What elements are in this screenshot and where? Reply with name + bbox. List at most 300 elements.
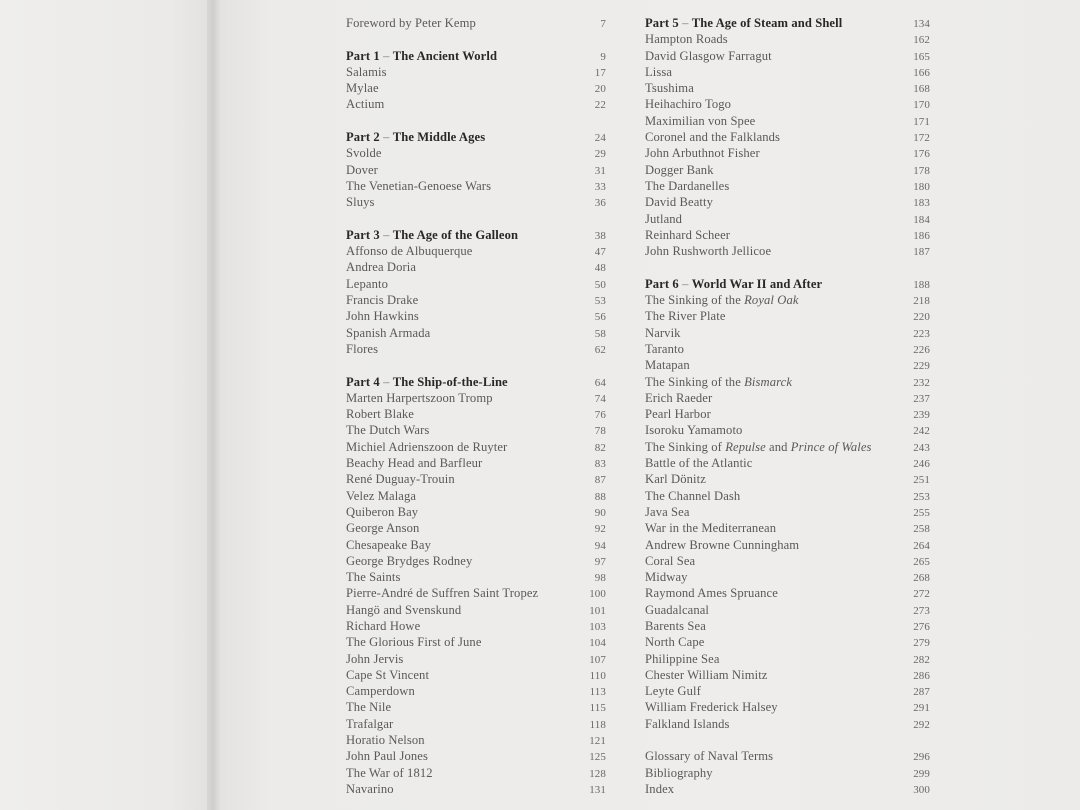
part-number: Part 1 (346, 48, 380, 63)
page-number: 264 (913, 539, 930, 552)
toc-entry[interactable] (645, 683, 930, 699)
page-number: 104 (589, 637, 606, 650)
page-number: 125 (589, 751, 606, 764)
entry-title: John Paul Jones (346, 749, 428, 764)
toc-entry[interactable] (346, 243, 606, 259)
toc-entry[interactable] (346, 162, 606, 178)
page-number: 56 (594, 311, 606, 324)
page-number: 291 (913, 702, 930, 715)
page-number: 64 (594, 376, 606, 389)
toc-entry[interactable] (645, 357, 930, 373)
entry-title: Salamis (346, 64, 387, 79)
toc-entry[interactable] (645, 651, 930, 667)
toc-entry[interactable] (645, 48, 930, 64)
toc-entry[interactable] (346, 569, 606, 585)
toc-entry[interactable] (346, 651, 606, 667)
toc-entry[interactable] (645, 292, 930, 308)
entry-title: Robert Blake (346, 407, 414, 422)
toc-entry[interactable] (645, 422, 930, 438)
entry-text: The Sinking of the (645, 293, 745, 308)
toc-entry[interactable] (645, 227, 930, 243)
toc-entry[interactable] (645, 537, 930, 553)
page-number: 287 (913, 686, 930, 699)
part-separator: – (379, 130, 393, 145)
page-number: 286 (913, 669, 930, 682)
entry-title: War in the Mediterranean (645, 521, 777, 536)
entry-title: Pearl Harbor (645, 407, 711, 422)
part-separator: – (678, 16, 692, 30)
entry-title: Foreword by Peter Kemp (346, 16, 476, 30)
entry-title: John Jervis (346, 651, 404, 666)
toc-entry[interactable] (346, 341, 606, 357)
page-number: 97 (594, 555, 606, 568)
page-number: 107 (589, 653, 606, 666)
toc-entry[interactable] (645, 748, 930, 764)
toc-entry[interactable] (645, 602, 930, 618)
page-number: 17 (594, 66, 606, 79)
toc-entry[interactable] (346, 537, 606, 553)
part-heading[interactable] (346, 48, 606, 64)
toc-entry[interactable] (346, 406, 606, 422)
page-number: 166 (913, 66, 930, 79)
part-heading[interactable] (645, 276, 930, 292)
toc-entry[interactable] (346, 520, 606, 536)
toc-entry[interactable] (645, 162, 930, 178)
part-name: The Ancient World (392, 48, 498, 63)
page-number: 50 (594, 278, 606, 291)
toc-entry[interactable] (645, 406, 930, 422)
part-separator: – (379, 374, 393, 389)
entry-title: Heihachiro Togo (645, 97, 732, 112)
part-separator: – (678, 276, 692, 291)
entry-title: David Beatty (645, 195, 713, 210)
page-number: 88 (594, 490, 606, 503)
part-name: The Middle Ages (392, 130, 486, 145)
page-number: 184 (913, 213, 930, 226)
entry-title: Battle of the Atlantic (645, 456, 753, 471)
toc-entry[interactable] (346, 716, 606, 732)
page-number: 268 (913, 572, 930, 585)
entry-title: Taranto (645, 341, 684, 356)
left-page (0, 0, 212, 810)
entry-title: The War of 1812 (346, 765, 433, 780)
entry-title: Falkland Islands (645, 716, 730, 731)
entry-title: Mylae (346, 81, 379, 96)
entry-title: Horatio Nelson (346, 733, 425, 748)
toc-entry[interactable] (346, 553, 606, 569)
entry-title (645, 374, 792, 390)
toc-entry[interactable] (346, 145, 606, 161)
toc-entry[interactable] (346, 64, 606, 80)
entry-title (645, 292, 799, 308)
toc-entry[interactable] (346, 683, 606, 699)
entry-title: Barents Sea (645, 618, 706, 633)
entry-title: Francis Drake (346, 293, 419, 308)
page-number: 76 (594, 409, 606, 422)
toc-entry[interactable] (645, 113, 930, 129)
page-number: 237 (913, 392, 930, 405)
entry-title: Erich Raeder (645, 390, 713, 405)
entry-title: Dogger Bank (645, 162, 714, 177)
entry-title: The River Plate (645, 309, 726, 324)
toc-entry[interactable] (645, 716, 930, 732)
entry-title: Navarino (346, 781, 394, 796)
toc-entry[interactable] (346, 194, 606, 210)
page-number: 98 (594, 572, 606, 585)
toc-entry[interactable] (645, 488, 930, 504)
part-title (346, 227, 518, 243)
page-number: 253 (913, 490, 930, 503)
toc-entry[interactable] (346, 488, 606, 504)
page-number: 165 (913, 50, 930, 63)
toc-entry[interactable] (346, 178, 606, 194)
entry-title: North Cape (645, 635, 705, 650)
entry-title: Index (645, 781, 675, 796)
part-number: Part 6 (645, 276, 679, 291)
toc-entry[interactable] (346, 765, 606, 781)
toc-entry[interactable] (645, 64, 930, 80)
toc-entry[interactable] (346, 699, 606, 715)
toc-entry[interactable] (645, 243, 930, 259)
part-number: Part 5 (645, 16, 679, 30)
page-number: 110 (589, 669, 606, 682)
page-number: 29 (594, 148, 606, 161)
page-number: 162 (913, 34, 930, 47)
entry-title: Coronel and the Falklands (645, 130, 781, 145)
page-number: 282 (913, 653, 930, 666)
toc-entry[interactable] (346, 80, 606, 96)
part-name: The Age of the Galleon (392, 227, 519, 242)
page-number: 265 (913, 555, 930, 568)
section-spacer (645, 259, 930, 275)
page-number: 232 (913, 376, 930, 389)
toc-entry[interactable] (346, 748, 606, 764)
contents-column-right (645, 15, 930, 797)
entry-title: The Glorious First of June (346, 635, 482, 650)
page-number: 74 (594, 392, 606, 405)
toc-entry[interactable] (346, 439, 606, 455)
part-number: Part 3 (346, 227, 380, 242)
toc-entry[interactable] (645, 455, 930, 471)
page-number: 251 (913, 474, 930, 487)
entry-title: Philippine Sea (645, 651, 720, 666)
page-number: 279 (913, 637, 930, 650)
toc-entry[interactable] (645, 390, 930, 406)
entry-title: Affonso de Albuquerque (346, 244, 473, 259)
toc-entry[interactable] (645, 308, 930, 324)
part-number: Part 4 (346, 374, 380, 389)
entry-title: Chester William Nimitz (645, 667, 768, 682)
toc-entry[interactable] (645, 80, 930, 96)
page-number: 296 (913, 751, 930, 764)
entry-title: Cape St Vincent (346, 667, 430, 682)
entry-title: Richard Howe (346, 618, 421, 633)
toc-entry[interactable] (346, 781, 606, 797)
toc-entry[interactable] (645, 341, 930, 357)
part-title (346, 374, 508, 390)
entry-title: Trafalgar (346, 716, 394, 731)
entry-title: Lissa (645, 64, 673, 79)
toc-entry[interactable] (346, 259, 606, 275)
page-number: 121 (589, 735, 606, 748)
entry-title: Velez Malaga (346, 488, 417, 503)
entry-title: Michiel Adrienszoon de Ruyter (346, 439, 508, 454)
page-number: 118 (589, 718, 606, 731)
page-number: 103 (589, 620, 606, 633)
page-number: 87 (594, 474, 606, 487)
page-number: 292 (913, 718, 930, 731)
page-number: 188 (913, 278, 930, 291)
entry-text: The Sinking of the (645, 374, 745, 389)
entry-title: John Arbuthnot Fisher (645, 146, 760, 161)
entry-title: Karl Dönitz (645, 472, 706, 487)
page-number: 223 (913, 327, 930, 340)
entry-title: Raymond Ames Spruance (645, 586, 778, 601)
entry-title: Hangö and Svenskund (346, 602, 462, 617)
page-number: 187 (913, 246, 930, 259)
entry-title: Reinhard Scheer (645, 227, 731, 242)
page-number: 170 (913, 99, 930, 112)
page-number: 172 (913, 132, 930, 145)
toc-entry[interactable] (645, 211, 930, 227)
entry-title: Midway (645, 570, 688, 585)
toc-entry[interactable] (645, 374, 930, 390)
part-title (645, 276, 822, 292)
section-spacer (346, 357, 606, 373)
toc-entry[interactable] (346, 422, 606, 438)
part-heading[interactable] (346, 374, 606, 390)
page-number: 82 (594, 441, 606, 454)
entry-title: Svolde (346, 146, 382, 161)
toc-entry[interactable] (645, 145, 930, 161)
page-number: 128 (589, 767, 606, 780)
part-separator: – (379, 48, 393, 63)
page-number: 92 (594, 523, 606, 536)
section-spacer (645, 732, 930, 748)
entry-title: George Brydges Rodney (346, 553, 473, 568)
page-number: 242 (913, 425, 930, 438)
toc-entry[interactable] (346, 667, 606, 683)
entry-title: Flores (346, 341, 379, 356)
page-number: 78 (594, 425, 606, 438)
toc-entry[interactable] (645, 585, 930, 601)
page-number: 53 (594, 295, 606, 308)
entry-text: and (765, 439, 791, 454)
toc-entry[interactable] (346, 634, 606, 650)
toc-entry[interactable] (645, 471, 930, 487)
toc-entry[interactable] (645, 699, 930, 715)
page-number: 168 (913, 83, 930, 96)
page-number: 246 (913, 458, 930, 471)
page-number: 90 (594, 506, 606, 519)
ship-name: Repulse (725, 439, 766, 454)
toc-entry[interactable] (645, 667, 930, 683)
entry-title: David Glasgow Farragut (645, 48, 772, 63)
page-number: 20 (594, 83, 606, 96)
toc-entry[interactable] (346, 308, 606, 324)
page-number: 94 (594, 539, 606, 552)
page-number: 100 (589, 588, 606, 601)
entry-title: Coral Sea (645, 553, 696, 568)
part-separator: – (379, 227, 393, 242)
ship-name: Prince of Wales (790, 439, 872, 454)
toc-entry[interactable] (645, 553, 930, 569)
section-spacer (346, 31, 606, 47)
entry-title: Actium (346, 97, 385, 112)
page-number: 101 (589, 604, 606, 617)
page-number: 276 (913, 620, 930, 633)
page-number: 218 (913, 295, 930, 308)
entry-title: Dover (346, 162, 378, 177)
entry-title: René Duguay-Trouin (346, 472, 455, 487)
toc-entry[interactable] (346, 96, 606, 112)
toc-entry[interactable] (645, 765, 930, 781)
toc-entry[interactable] (645, 325, 930, 341)
page-number: 62 (594, 343, 606, 356)
page-number: 183 (913, 197, 930, 210)
toc-entry[interactable] (346, 325, 606, 341)
entry-title: Tsushima (645, 81, 694, 96)
ship-name: Bismarck (744, 374, 793, 389)
toc-entry[interactable] (645, 31, 930, 47)
toc-entry[interactable] (346, 585, 606, 601)
part-number: Part 2 (346, 130, 380, 145)
entry-title: Hampton Roads (645, 32, 728, 47)
toc-entry[interactable] (346, 732, 606, 748)
part-name: The Age of Steam and Shell (691, 16, 843, 30)
entry-title: Bibliography (645, 765, 713, 780)
entry-title: Chesapeake Bay (346, 537, 431, 552)
page-number: 299 (913, 767, 930, 780)
entry-title: John Rushworth Jellicoe (645, 244, 772, 259)
entry-title: George Anson (346, 521, 420, 536)
page-number: 273 (913, 604, 930, 617)
page-number: 220 (913, 311, 930, 324)
part-name: The Ship-of-the-Line (392, 374, 508, 389)
toc-entry[interactable] (645, 178, 930, 194)
page-number: 22 (594, 99, 606, 112)
book-gutter (207, 0, 221, 810)
entry-title: The Dutch Wars (346, 423, 430, 438)
entry-title (645, 439, 872, 455)
ship-name: Royal Oak (744, 293, 799, 308)
entry-title: Jutland (645, 211, 683, 226)
page-number: 131 (589, 783, 606, 796)
entry-title: The Nile (346, 700, 392, 715)
page-number: 31 (594, 164, 606, 177)
page-number: 255 (913, 506, 930, 519)
entry-title: Marten Harpertszoon Tromp (346, 390, 493, 405)
toc-entry[interactable] (346, 276, 606, 292)
part-heading[interactable] (346, 129, 606, 145)
page-number: 226 (913, 343, 930, 356)
page-number: 115 (589, 702, 606, 715)
page-number: 36 (594, 197, 606, 210)
toc-entry[interactable] (645, 194, 930, 210)
page-number: 300 (913, 783, 930, 796)
page-number: 47 (594, 246, 606, 259)
toc-entry[interactable] (346, 15, 606, 31)
page-number: 134 (913, 18, 930, 30)
part-title (346, 48, 497, 64)
page-number: 229 (913, 360, 930, 373)
toc-entry[interactable] (645, 618, 930, 634)
entry-title: The Dardanelles (645, 178, 730, 193)
entry-title: Andrea Doria (346, 260, 417, 275)
part-heading[interactable] (645, 15, 930, 31)
entry-title: Maximilian von Spee (645, 113, 756, 128)
page-number: 176 (913, 148, 930, 161)
part-name: World War II and After (691, 276, 823, 291)
page-number: 24 (594, 132, 606, 145)
toc-entry[interactable] (645, 569, 930, 585)
entry-title: The Channel Dash (645, 488, 741, 503)
part-title (346, 129, 485, 145)
entry-text: The Sinking of (645, 439, 726, 454)
entry-title: Java Sea (645, 504, 690, 519)
page-number: 33 (594, 180, 606, 193)
page-number: 178 (913, 164, 930, 177)
page-number: 7 (600, 18, 606, 30)
page-number: 9 (600, 50, 606, 63)
toc-entry[interactable] (645, 504, 930, 520)
part-title (645, 15, 842, 31)
page-number: 180 (913, 180, 930, 193)
page-number: 186 (913, 229, 930, 242)
entry-title: Isoroku Yamamoto (645, 423, 743, 438)
toc-entry[interactable] (645, 520, 930, 536)
page-number: 113 (589, 686, 606, 699)
toc-entry[interactable] (645, 634, 930, 650)
section-spacer (346, 113, 606, 129)
toc-entry[interactable] (346, 618, 606, 634)
toc-entry[interactable] (346, 390, 606, 406)
page-number: 243 (913, 441, 930, 454)
entry-title: Sluys (346, 195, 375, 210)
entry-title: Matapan (645, 358, 690, 373)
page-number: 258 (913, 523, 930, 536)
entry-title: Beachy Head and Barfleur (346, 456, 483, 471)
toc-entry[interactable] (346, 471, 606, 487)
toc-entry[interactable] (346, 504, 606, 520)
entry-title: William Frederick Halsey (645, 700, 778, 715)
entry-title: Leyte Gulf (645, 684, 701, 699)
entry-title: Spanish Armada (346, 325, 431, 340)
section-spacer (346, 211, 606, 227)
entry-title: The Saints (346, 570, 401, 585)
entry-title: Lepanto (346, 276, 388, 291)
entry-title: Camperdown (346, 684, 415, 699)
entry-title: The Venetian-Genoese Wars (346, 178, 492, 193)
toc-entry[interactable] (645, 439, 930, 455)
toc-entry[interactable] (645, 96, 930, 112)
page-number: 58 (594, 327, 606, 340)
page-number: 239 (913, 409, 930, 422)
entry-title: Guadalcanal (645, 602, 710, 617)
toc-entry[interactable] (645, 129, 930, 145)
page-number: 48 (594, 262, 606, 275)
toc-entry[interactable] (346, 602, 606, 618)
toc-entry[interactable] (645, 781, 930, 797)
page-number: 171 (913, 115, 930, 128)
toc-entry[interactable] (346, 292, 606, 308)
part-heading[interactable] (346, 227, 606, 243)
page-number: 83 (594, 458, 606, 471)
page-number: 272 (913, 588, 930, 601)
entry-title: Andrew Browne Cunningham (645, 537, 800, 552)
toc-entry[interactable] (346, 455, 606, 471)
entry-title: Glossary of Naval Terms (645, 749, 774, 764)
